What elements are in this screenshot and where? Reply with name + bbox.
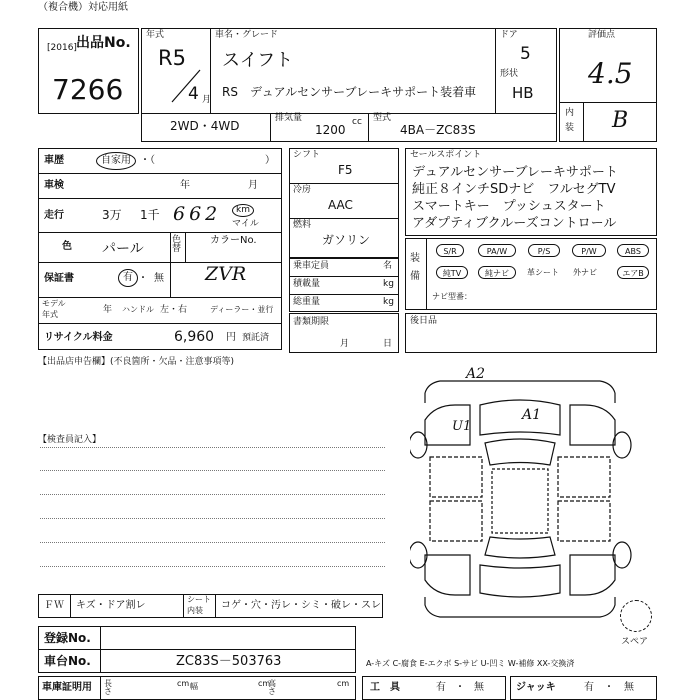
- gross-label: 総重量: [293, 297, 321, 307]
- reg-term-label: 書類期限: [293, 317, 330, 327]
- jack-yes: 有: [584, 682, 594, 693]
- displacement-unit: cc: [352, 117, 362, 127]
- inspection-month-unit: 月: [248, 180, 258, 191]
- inspector-label: 【検査員記入】: [38, 435, 102, 445]
- fuel-label: 燃料: [293, 220, 312, 230]
- spare-label: スペア: [621, 637, 649, 647]
- certificate-label: 車庫証明用: [42, 682, 92, 693]
- interior-label-1: 内: [565, 108, 575, 118]
- doors-value: 5: [520, 44, 531, 64]
- fw-items: キズ・ドア割レ: [76, 600, 146, 611]
- sales-line-2: 純正８インチSDナビ フルセグTV: [412, 182, 616, 197]
- color-label: 色: [62, 241, 72, 252]
- year-slash: [168, 68, 204, 104]
- model-year-label-2: 年式: [42, 310, 58, 319]
- after-day-label: 後日品: [410, 316, 438, 326]
- year-tag: [2016]: [47, 43, 77, 53]
- model-year-dealer: ディーラー・並行: [210, 305, 274, 314]
- recycle-unit: 円: [226, 332, 236, 343]
- fw-label: ＦＷ: [44, 600, 64, 611]
- car-label: 車名・グレード: [215, 30, 279, 40]
- recycle-value: 6,960: [174, 329, 215, 345]
- fw-seat-items: コゲ・穴・汚レ・シミ・破レ・スレ: [221, 600, 381, 611]
- shape-label: 形状: [500, 69, 519, 79]
- inspection-label: 車検: [44, 180, 64, 191]
- equip-sr: S/R: [436, 244, 464, 257]
- diagram-mark-a2: A2: [466, 366, 486, 382]
- chassis-label: 車台No.: [44, 654, 91, 668]
- equip-ps: P/S: [528, 244, 560, 257]
- fw-seat-label-2: 内装: [187, 606, 203, 615]
- year-label: 年式: [146, 30, 165, 40]
- spare-tire-icon: [620, 600, 652, 632]
- jack-sep: ・: [604, 682, 614, 693]
- certificate-cm-1: cm: [177, 679, 190, 688]
- capacity-label: 乗車定員: [293, 261, 330, 271]
- equip-paw: PA/W: [478, 244, 516, 257]
- mileage-hand-value: 662: [173, 203, 222, 225]
- year-month: 4: [188, 84, 199, 104]
- mileage-unit-km: km: [232, 204, 254, 217]
- sales-label: セールスポイント: [410, 150, 482, 160]
- shift-label: シフト: [293, 150, 321, 160]
- car-diagram: [410, 365, 660, 625]
- color-value: パール: [102, 241, 144, 257]
- gross-unit: kg: [383, 297, 394, 307]
- lot-number: 7266: [52, 73, 124, 106]
- sales-line-4: アダプティブクルーズコントロール: [412, 216, 617, 231]
- equip-airbag: エアB: [617, 266, 649, 279]
- tools-no: 無: [474, 682, 484, 693]
- warranty-no: 無: [154, 273, 164, 284]
- chassis-value: ZC83S－503763: [176, 654, 282, 669]
- lot-label: 出品No.: [76, 35, 131, 51]
- color-no-label: カラーNo.: [210, 235, 257, 246]
- color-code: ZVR: [205, 263, 247, 285]
- certificate-height: 高さ: [268, 679, 276, 696]
- history-rest: ・（ ）: [140, 155, 275, 166]
- reg-term-month-unit: 月: [340, 339, 350, 349]
- after-day-box: [405, 313, 657, 353]
- equip-abs: ABS: [617, 244, 649, 257]
- rating-label: 評価点: [588, 30, 616, 40]
- recycle-label: リサイクル料金: [44, 332, 113, 343]
- certificate-cm-3: cm: [337, 679, 350, 688]
- model-year-handle-opts: 左・右: [160, 305, 188, 315]
- warranty-yes: 有: [118, 269, 138, 287]
- registration-label: 登録No.: [44, 631, 91, 645]
- load-unit: kg: [383, 279, 394, 289]
- model-year-handle: ハンドル: [122, 305, 154, 314]
- equipment-label-2: 備: [410, 271, 420, 282]
- model-year-label-1: モデル: [42, 299, 66, 308]
- displacement-label: 排気量: [275, 113, 303, 123]
- color-change-label: 色替: [172, 235, 182, 254]
- rating-interior: B: [612, 108, 629, 133]
- mileage-sen: 1千: [140, 208, 160, 222]
- year-era: R5: [158, 46, 186, 70]
- rating-overall: 4.5: [588, 57, 633, 90]
- diagram-mark-a1: A1: [522, 407, 542, 423]
- warranty-label: 保証書: [44, 273, 74, 284]
- tools-yes: 有: [436, 682, 446, 693]
- certificate-cm-2: cm: [258, 679, 271, 688]
- top-note: （複合機）対応用紙: [38, 2, 128, 13]
- ac-value: AAC: [328, 198, 353, 212]
- mileage-label: 走行: [44, 210, 64, 221]
- recycle-note: 預託済: [242, 333, 270, 343]
- inspection-year-unit: 年: [180, 180, 190, 191]
- year-month-unit: 月: [202, 95, 212, 105]
- shift-value: F5: [338, 163, 353, 177]
- drive-value: 2WD・4WD: [170, 119, 240, 133]
- reg-term-day-unit: 日: [383, 339, 393, 349]
- history-label: 車歴: [44, 155, 64, 166]
- model-value: 4BA－ZC83S: [400, 123, 476, 137]
- warranty-sep: ・: [138, 273, 148, 284]
- equipment-label-1: 装: [410, 253, 420, 264]
- car-grade: RS: [222, 85, 238, 99]
- sales-line-1: デュアルセンサーブレーキサポート: [412, 165, 618, 180]
- certificate-width: 幅: [190, 682, 198, 691]
- fuel-value: ガソリン: [322, 233, 371, 247]
- capacity-unit: 名: [383, 261, 393, 271]
- damage-legend: A-キズ C-腐食 E-エクボ S-サビ U-凹ミ W-補修 XX-交換済: [366, 659, 575, 668]
- history-value: 自家用: [96, 152, 136, 170]
- interior-label-2: 装: [565, 123, 575, 133]
- equip-ext-navi: 外ナビ: [573, 268, 597, 277]
- equip-navi: 純ナビ: [478, 266, 516, 279]
- model-label: 型式: [373, 113, 392, 123]
- equip-pw: P/W: [572, 244, 606, 257]
- ac-label: 冷房: [293, 185, 312, 195]
- tools-label: 工 具: [370, 682, 400, 693]
- displacement-value: 1200: [315, 123, 346, 137]
- car-name: スイフト: [222, 50, 294, 71]
- load-label: 積載量: [293, 279, 321, 289]
- jack-no: 無: [624, 682, 634, 693]
- mileage-man: 3万: [102, 208, 122, 222]
- details-box: [38, 148, 282, 350]
- equip-nav-label: ナビ型番：: [432, 292, 472, 301]
- equip-tv: 純TV: [436, 266, 468, 279]
- mileage-unit-mile: マイル: [232, 219, 259, 229]
- diagram-mark-u1: U1: [452, 419, 472, 434]
- shape-value: HB: [512, 84, 534, 102]
- sales-line-3: スマートキー プッシュスタート: [412, 199, 606, 214]
- tools-sep: ・: [455, 682, 465, 693]
- model-year-unit: 年: [103, 305, 113, 315]
- car-grade-detail: デュアルセンサーブレーキサポート装着車: [250, 85, 477, 99]
- doors-label: ドア: [500, 30, 518, 40]
- equip-leather: 革シート: [527, 268, 559, 277]
- seller-notes-label: 【出品店申告欄】(不良箇所・欠品・注意事項等): [38, 357, 235, 367]
- fw-seat-label-1: シート: [187, 595, 211, 604]
- jack-label: ジャッキ: [516, 682, 556, 693]
- certificate-length: 長さ: [104, 679, 112, 696]
